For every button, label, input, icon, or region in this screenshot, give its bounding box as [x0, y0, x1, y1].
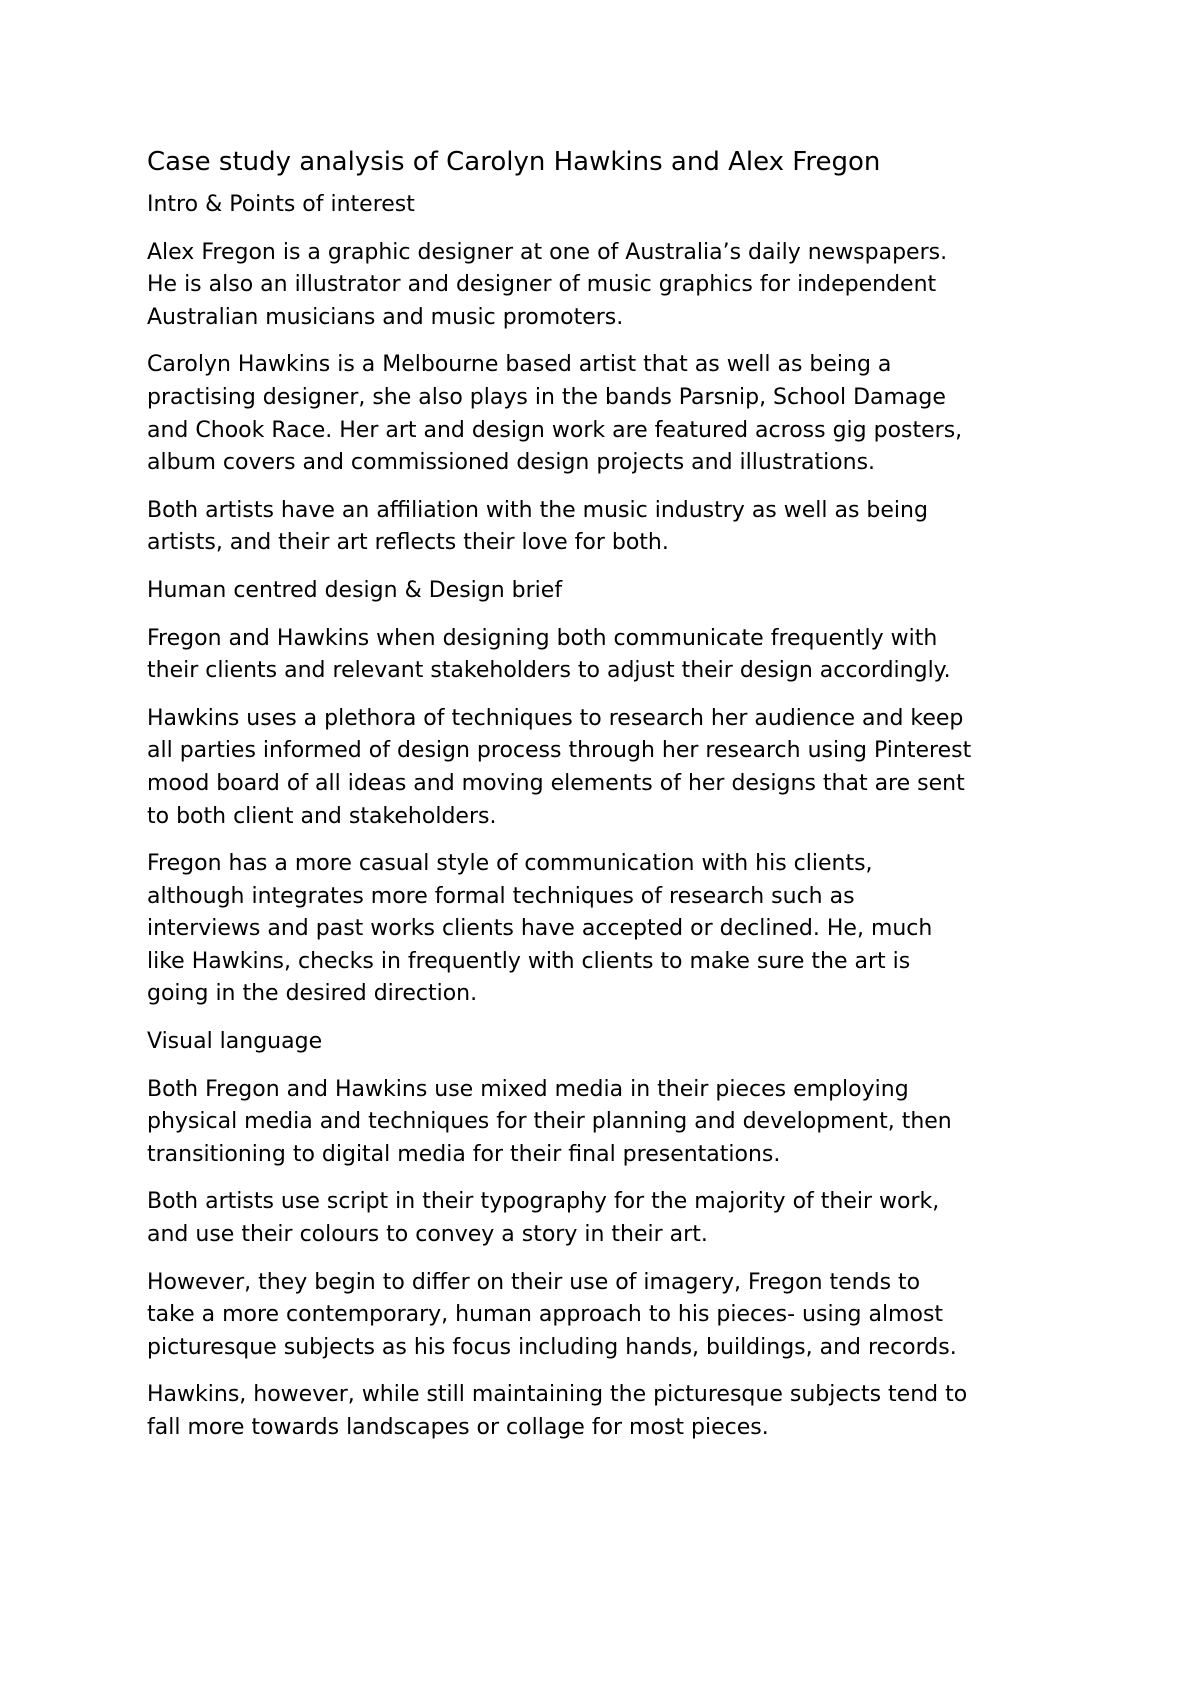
section-heading-visual-language	[147, 1026, 1077, 1059]
text-line: to both client and stakeholders.	[147, 803, 497, 829]
paragraph	[147, 703, 1077, 833]
text-line: and use their colours to convey a story in their art.	[147, 1222, 708, 1248]
paragraph	[147, 349, 1077, 479]
text-line: Hawkins, however, while still maintaining the picturesque subjects tend to	[147, 1382, 968, 1408]
text-line: Human centred design & Design brief	[147, 577, 563, 603]
text-line: Both artists have an affiliation with the music industry as well as being	[147, 497, 928, 523]
document-title: Case study analysis of Carolyn Hawkins and Alex Fregon	[147, 147, 881, 177]
text-line: Fregon has a more casual style of communication with his clients,	[147, 851, 873, 877]
text-line: Fregon and Hawkins when designing both communicate frequently with	[147, 625, 938, 651]
text-line: and Chook Race. Her art and design work are featured across gig posters,	[147, 417, 963, 443]
text-line: Both Fregon and Hawkins use mixed media in their pieces employing	[147, 1076, 909, 1102]
text-line: Alex Fregon is a graphic designer at one of Australia’s daily newspapers.	[147, 239, 948, 265]
document-page	[147, 145, 1077, 1460]
text-line: although integrates more formal techniques of research such as	[147, 883, 855, 909]
text-line: mood board of all ideas and moving elements of her designs that are sent	[147, 770, 965, 796]
text-line: their clients and relevant stakeholders to adjust their design accordingly.	[147, 658, 951, 684]
paragraph	[147, 623, 1077, 688]
paragraph	[147, 1186, 1077, 1251]
text-line: picturesque subjects as his focus including hands, buildings, and records.	[147, 1334, 957, 1360]
paragraph	[147, 848, 1077, 1011]
text-line: transitioning to digital media for their final presentations.	[147, 1141, 781, 1167]
text-line: Visual language	[147, 1029, 323, 1055]
text-line: fall more towards landscapes or collage for most pieces.	[147, 1415, 769, 1440]
text-line: going in the desired direction.	[147, 981, 478, 1007]
section-heading-human-centred-design	[147, 575, 1077, 608]
text-line: practising designer, she also plays in the bands Parsnip, School Damage	[147, 384, 946, 410]
text-line: physical media and techniques for their planning and development, then	[147, 1109, 952, 1135]
paragraph	[147, 1379, 1077, 1444]
paragraph	[147, 1074, 1077, 1172]
text-line: Carolyn Hawkins is a Melbourne based artist that as well as being a	[147, 352, 892, 378]
text-line: like Hawkins, checks in frequently with clients to make sure the art is	[147, 948, 911, 974]
text-line: album covers and commissioned design projects and illustrations.	[147, 450, 876, 476]
paragraph	[147, 237, 1077, 335]
paragraph	[147, 1267, 1077, 1365]
text-line: all parties informed of design process through her research using Pinterest	[147, 738, 972, 764]
text-line: Hawkins uses a plethora of techniques to research her audience and keep	[147, 705, 964, 731]
text-line: However, they begin to differ on their use of imagery, Fregon tends to	[147, 1269, 921, 1295]
text-line: take a more contemporary, human approach to his pieces- using almost	[147, 1302, 944, 1328]
section-heading-intro	[147, 189, 1077, 222]
text-line: artists, and their art reflects their love for both.	[147, 530, 669, 556]
text-line: interviews and past works clients have accepted or declined. He, much	[147, 916, 933, 942]
text-line: Both artists use script in their typography for the majority of their work,	[147, 1189, 940, 1215]
text-line: Intro & Points of interest	[147, 192, 415, 217]
document-body	[147, 189, 1077, 1445]
paragraph	[147, 495, 1077, 560]
text-line: He is also an illustrator and designer of music graphics for independent	[147, 272, 937, 298]
text-line: Australian musicians and music promoters.	[147, 304, 624, 330]
